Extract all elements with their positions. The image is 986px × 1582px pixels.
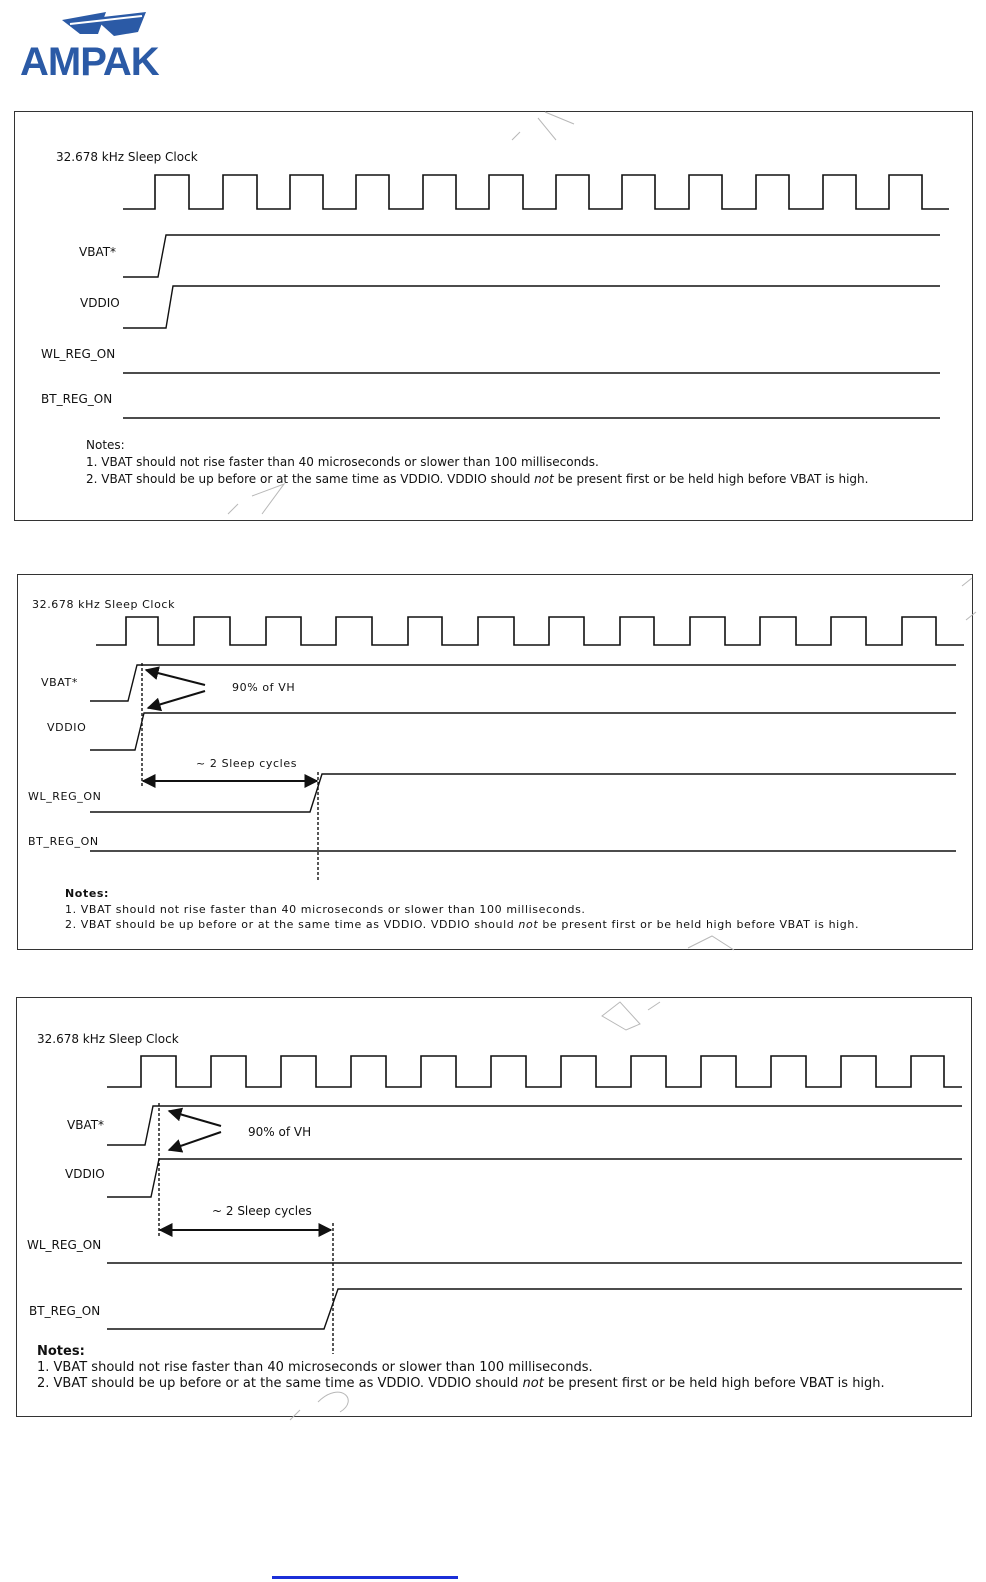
signal-label-bt-reg-on: BT_REG_ON <box>29 1304 101 1318</box>
signal-label-wl-reg-on: WL_REG_ON <box>28 790 102 803</box>
signal-label-wl-reg-on: WL_REG_ON <box>27 1238 102 1252</box>
timing-diagram-3-svg <box>17 998 973 1418</box>
notes-title: Notes: <box>86 438 125 452</box>
note-2: 2. VBAT should be up before or at the same time as VDDIO. VDDIO should not be present first or be held high before VBAT is high. <box>65 918 860 931</box>
sleep-clock-waveform <box>96 617 964 645</box>
vbat-waveform <box>123 235 940 277</box>
notes-title: Notes: <box>37 1344 85 1359</box>
signal-label-vbat: VBAT* <box>67 1118 105 1132</box>
bt-reg-on-waveform <box>107 1289 962 1329</box>
notes-title: Notes: <box>65 887 110 900</box>
signal-label-vddio: VDDIO <box>80 296 120 310</box>
signal-label-vddio: VDDIO <box>65 1167 105 1181</box>
signal-label-vddio: VDDIO <box>47 721 87 734</box>
vddio-waveform <box>123 286 940 328</box>
timing-diagram-3 <box>16 997 972 1417</box>
note-2: 2. VBAT should be up before or at the same time as VDDIO. VDDIO should not be present first or be held high before VBAT is high. <box>86 472 869 486</box>
threshold-label: 90% of VH <box>248 1125 312 1139</box>
clock-label: 32.678 kHz Sleep Clock <box>32 598 176 611</box>
footer-link-underline[interactable] <box>272 1576 458 1579</box>
note-1: 1. VBAT should not rise faster than 40 microseconds or slower than 100 milliseconds. <box>65 903 586 916</box>
ampak-logo <box>10 8 160 84</box>
timing-diagram-1 <box>14 111 973 521</box>
vbat-waveform <box>90 665 956 701</box>
signal-label-bt-reg-on: BT_REG_ON <box>28 835 99 848</box>
signal-label-wl-reg-on: WL_REG_ON <box>41 347 116 361</box>
note-2: 2. VBAT should be up before or at the same time as VDDIO. VDDIO should not be present first or be held high before VBAT is high. <box>37 1376 885 1391</box>
threshold-arrow-upper <box>169 1111 221 1126</box>
threshold-arrow-lower <box>169 1132 221 1150</box>
threshold-arrow-upper <box>146 670 205 685</box>
vbat-waveform <box>107 1106 962 1145</box>
threshold-arrow-lower <box>148 691 205 708</box>
note-1: 1. VBAT should not rise faster than 40 microseconds or slower than 100 milliseconds. <box>37 1360 593 1375</box>
timing-diagram-1-svg <box>15 112 974 522</box>
clock-label: 32.678 kHz Sleep Clock <box>56 150 198 164</box>
note-1: 1. VBAT should not rise faster than 40 microseconds or slower than 100 milliseconds. <box>86 455 599 469</box>
sleep-clock-waveform <box>123 175 949 209</box>
clock-label: 32.678 kHz Sleep Clock <box>37 1032 179 1046</box>
sleep-clock-waveform <box>107 1056 962 1087</box>
vddio-waveform <box>90 713 956 750</box>
timing-diagram-2-svg <box>18 575 974 951</box>
timing-diagram-2 <box>17 574 973 950</box>
threshold-label: 90% of VH <box>232 681 296 694</box>
vddio-waveform <box>107 1159 962 1197</box>
delay-label: ~ 2 Sleep cycles <box>196 757 298 770</box>
delay-label: ~ 2 Sleep cycles <box>212 1204 312 1218</box>
brand-name: AMPAK <box>20 40 159 84</box>
signal-label-vbat: VBAT* <box>79 245 117 259</box>
signal-label-bt-reg-on: BT_REG_ON <box>41 392 113 406</box>
wl-reg-on-waveform <box>90 774 956 812</box>
signal-label-vbat: VBAT* <box>41 676 78 689</box>
